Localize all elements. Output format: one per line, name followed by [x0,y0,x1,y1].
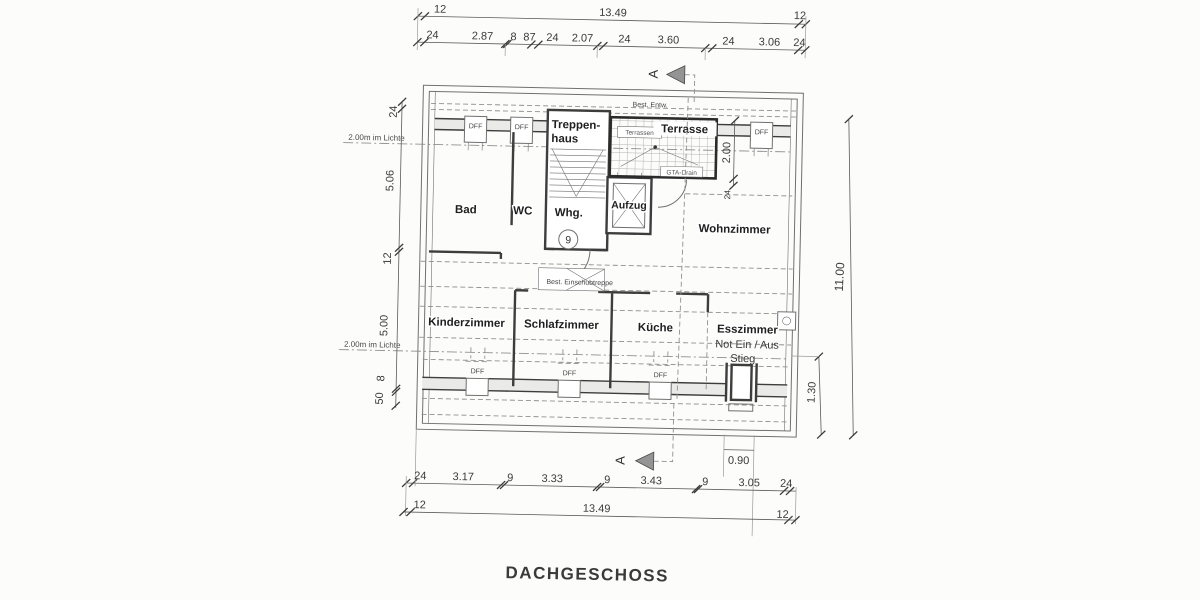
svg-text:12: 12 [433,3,447,16]
dff-roof-window [648,351,673,399]
dff-label: DFF [468,123,483,131]
section-marker-top [646,65,685,84]
room-label-kueche: Küche [637,321,674,335]
room-label-whg: Whg. [554,207,583,220]
svg-text:3.06: 3.06 [758,36,781,49]
emergency-exit-hatch [726,363,757,412]
not-ein-aus-label: Not Ein / Aus [715,338,780,352]
svg-text:2.07: 2.07 [571,32,594,45]
svg-text:5.00: 5.00 [378,314,391,337]
dimension-column-left [374,97,407,409]
svg-text:9: 9 [702,476,709,489]
svg-text:2.87: 2.87 [471,30,494,43]
svg-text:50: 50 [373,392,387,405]
dimension-row-bottom-overall [399,499,799,524]
clear-height-note-bottom: 2.00m im Lichte [343,339,401,350]
svg-text:3.05: 3.05 [738,476,761,490]
terrace-small-label: Terrassen [625,129,654,138]
svg-text:1.30: 1.30 [805,381,819,404]
gta-drain-label: GTA-Drain [666,169,698,178]
svg-text:13.49: 13.49 [582,502,611,516]
svg-text:3.17: 3.17 [452,470,475,484]
svg-text:9: 9 [507,472,514,485]
svg-text:3.60: 3.60 [657,34,680,47]
svg-text:24: 24 [722,189,733,200]
room-label-aufzug: Aufzug [611,199,647,212]
svg-text:12: 12 [413,499,426,512]
svg-text:9: 9 [604,474,611,487]
svg-text:87: 87 [523,31,536,44]
svg-text:24: 24 [793,36,806,50]
terrace-door-arc [658,179,687,208]
svg-text:12: 12 [381,252,394,265]
svg-text:13.49: 13.49 [599,6,627,20]
svg-text:24: 24 [618,33,631,46]
room-label-schlafzimmer: Schlafzimmer [523,318,599,332]
section-letter-top: A [645,69,661,79]
dff-label: DFF [514,124,529,132]
svg-text:11.00: 11.00 [831,261,848,292]
section-marker-bottom [612,451,653,470]
svg-text:12: 12 [776,508,789,521]
dimension-row-top-detail [413,29,809,62]
svg-text:24: 24 [779,477,793,491]
svg-text:24: 24 [722,35,735,48]
svg-text:8: 8 [375,375,388,382]
room-label-treppenhaus-1: Treppen- [551,118,601,132]
chimney-vent-symbol [777,312,795,330]
dff-label: DFF [653,372,668,380]
svg-text:24: 24 [387,105,401,118]
section-letter-bottom: A [612,455,628,465]
svg-text:24: 24 [414,470,427,483]
room-label-wohnzimmer: Wohnzimmer [698,223,771,237]
dff-label: DFF [754,129,769,137]
svg-text:3.43: 3.43 [640,474,663,488]
svg-text:24: 24 [426,29,439,42]
svg-text:12: 12 [793,9,807,23]
room-label-treppenhaus-2: haus [551,132,579,146]
svg-text:0.90: 0.90 [727,454,750,468]
best-entw-label: Best. Entw. [632,101,668,110]
attic-pull-down-stair [538,268,613,292]
clear-height-note-top: 2.00m im Lichte [348,132,405,143]
drawing-title: DACHGESCHOSS [505,563,670,586]
dff-roof-window [557,349,582,397]
room-label-esszimmer: Esszimmer [716,323,778,337]
einschubtreppe-label: Best. Einschubtreppe [546,278,613,288]
apartment-number: 9 [565,234,572,247]
svg-text:8: 8 [510,31,517,44]
dff-label: DFF [470,368,485,376]
svg-text:5.06: 5.06 [384,169,397,192]
svg-text:3.33: 3.33 [541,472,564,486]
room-label-wc: WC [513,205,533,218]
room-label-kinderzimmer: Kinderzimmer [428,316,505,331]
room-label-bad: Bad [454,203,477,217]
svg-text:2.00: 2.00 [720,141,734,164]
dff-label: DFF [562,370,577,378]
stieg-label: Stieg [730,352,756,366]
svg-text:24: 24 [546,31,559,45]
room-label-terrasse: Terrasse [660,123,709,137]
dff-roof-window [465,347,490,395]
